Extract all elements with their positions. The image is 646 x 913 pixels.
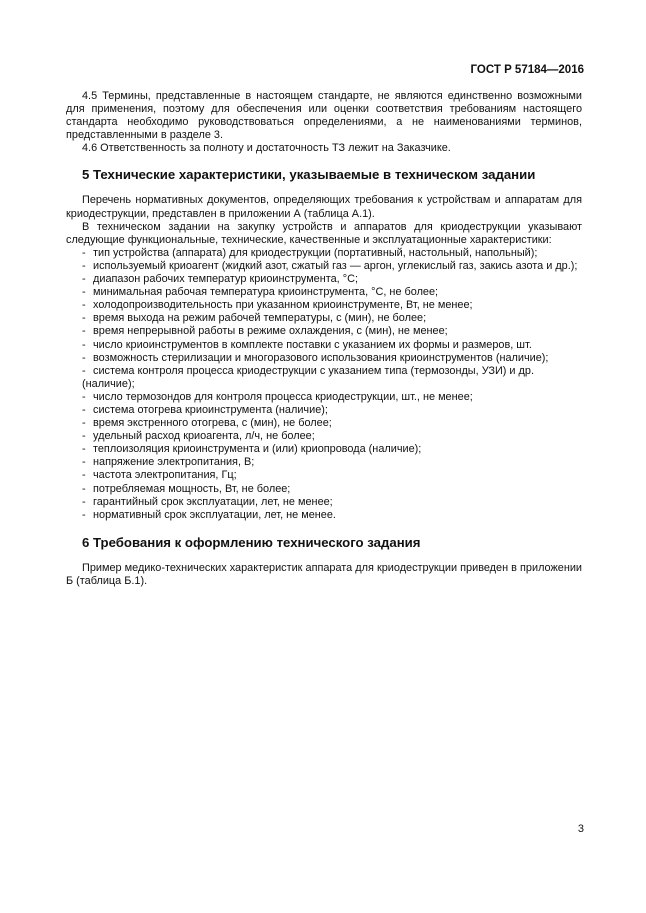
list-item <box>66 443 582 456</box>
list-dash: - <box>82 482 86 495</box>
list-item <box>66 469 582 482</box>
list-item-text: диапазон рабочих температур криоинструмента, °С; <box>93 273 358 286</box>
list-item-text: нормативный срок эксплуатации, лет, не менее. <box>93 508 336 521</box>
list-item-text: теплоизоляция криоинструмента и (или) криопровода (наличие); <box>93 443 422 456</box>
section-6-heading: 6 Требования к оформлению технического задания <box>82 534 421 550</box>
list-dash: - <box>82 299 86 312</box>
list-item-text: тип устройства (аппарата) для криодеструкции (портативный, настольный, напольный); <box>93 246 538 259</box>
list-dash: - <box>82 259 86 272</box>
section-6-paragraph-1: Пример медико-технических характеристик аппарата для криодеструкции приведен в приложении Б (таблица Б.1). <box>66 561 582 587</box>
paragraph-4-5: 4.5 Термины, представленные в настоящем стандарте, не являются единственно возможными для применения, поэтому для обеспечения или оценки соответствия требованиям настоящего стандарта необходимо руководствоваться определениями, а не наименованиями терминов, представленными в разделе 3. <box>66 90 582 142</box>
list-item <box>66 496 582 509</box>
list-item <box>66 417 582 430</box>
list-item-text: минимальная рабочая температура криоинструмента, °С, не более; <box>93 286 439 299</box>
list-item-text: удельный расход криоагента, л/ч, не более; <box>93 430 315 443</box>
list-item-text: возможность стерилизации и многоразового использования криоинструментов (наличие); <box>93 351 549 364</box>
list-item <box>66 312 582 325</box>
list-item-text: число криоинструментов в комплекте поставки с указанием их формы и размеров, шт. <box>93 338 532 351</box>
list-dash: - <box>82 508 86 521</box>
paragraph-4-6: 4.6 Ответственность за полноту и достаточность ТЗ лежит на Заказчике. <box>82 142 451 155</box>
list-item <box>66 365 582 391</box>
list-item <box>66 483 582 496</box>
list-item <box>66 286 582 299</box>
list-dash: - <box>82 364 86 377</box>
section-5-heading: 5 Технические характеристики, указываемые в техническом задании <box>82 167 536 183</box>
list-dash: - <box>82 430 86 443</box>
list-item-text: система контроля процесса криодеструкции с указанием типа (термозонды, УЗИ) и др. (наличие); <box>82 364 534 390</box>
characteristics-list <box>66 247 582 522</box>
list-item <box>66 273 582 286</box>
list-dash: - <box>82 338 86 351</box>
list-item <box>66 509 582 522</box>
section-5-paragraph-2: В техническом задании на закупку устройств и аппаратов для криодеструкции указывают следующие функциональные, технические, качественные и эксплуатационные характеристики: <box>66 220 582 246</box>
page-number: 3 <box>577 823 584 835</box>
list-item <box>66 299 582 312</box>
list-item <box>66 352 582 365</box>
list-item <box>66 339 582 352</box>
list-item <box>66 404 582 417</box>
list-item <box>66 456 582 469</box>
list-item <box>66 391 582 404</box>
list-item <box>66 260 582 273</box>
list-item-text: потребляемая мощность, Вт, не более; <box>93 482 291 495</box>
list-dash: - <box>82 273 86 286</box>
page-content <box>66 90 582 588</box>
list-item-text: время экстренного отогрева, с (мин), не более; <box>93 417 332 430</box>
list-item-text: гарантийный срок эксплуатации, лет, не менее; <box>93 495 333 508</box>
list-item-text: холодопроизводительность при указанном криоинструменте, Вт, не менее; <box>93 299 473 312</box>
document-code: ГОСТ Р 57184—2016 <box>470 64 584 76</box>
list-dash: - <box>82 325 86 338</box>
list-item-text: напряжение электропитания, В; <box>93 456 255 469</box>
list-item-text: используемый криоагент (жидкий азот, сжатый газ — аргон, углекислый газ, закись азота и др.); <box>93 259 578 272</box>
list-dash: - <box>82 456 86 469</box>
list-dash: - <box>82 286 86 299</box>
list-dash: - <box>82 403 86 416</box>
list-dash: - <box>82 417 86 430</box>
list-item <box>66 247 582 260</box>
list-dash: - <box>82 495 86 508</box>
list-item-text: число термозондов для контроля процесса криодеструкции, шт., не менее; <box>93 390 473 403</box>
list-item <box>66 325 582 338</box>
list-dash: - <box>82 390 86 403</box>
list-item <box>66 430 582 443</box>
list-dash: - <box>82 246 86 259</box>
list-dash: - <box>82 351 86 364</box>
list-item-text: время выхода на режим рабочей температуры, с (мин), не более; <box>93 312 427 325</box>
list-item-text: частота электропитания, Гц; <box>93 469 237 482</box>
section-5-paragraph-1: Перечень нормативных документов, определяющих требования к устройствам и аппаратам для криодеструкции, представлен в приложении А (таблица А.1). <box>66 194 582 220</box>
list-dash: - <box>82 312 86 325</box>
list-dash: - <box>82 443 86 456</box>
list-item-text: система отогрева криоинструмента (наличие); <box>93 403 328 416</box>
list-dash: - <box>82 469 86 482</box>
list-item-text: время непрерывной работы в режиме охлаждения, с (мин), не менее; <box>93 325 448 338</box>
